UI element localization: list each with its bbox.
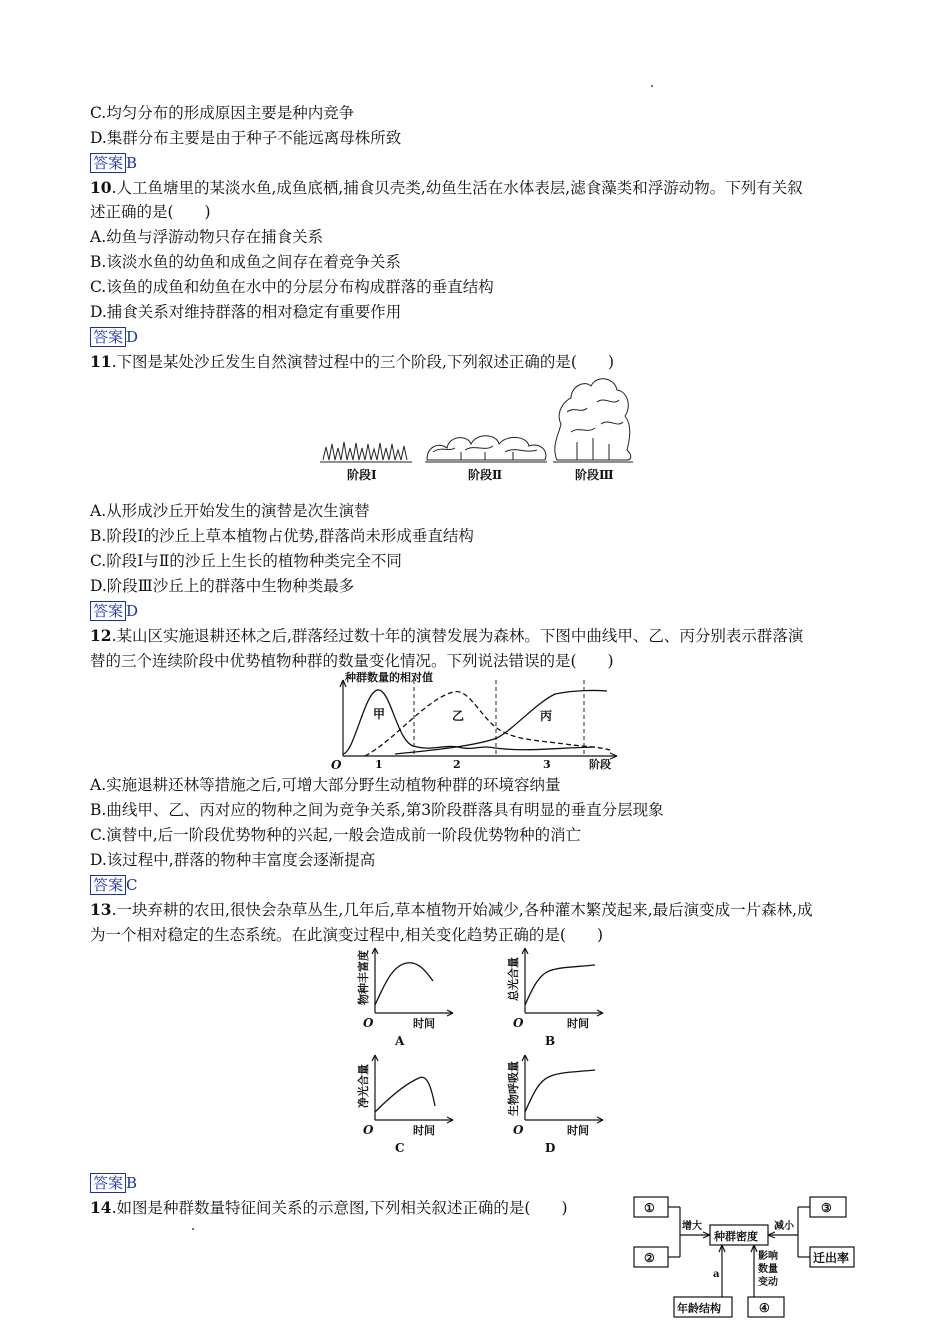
- q10-stem-text: .人工鱼塘里的某淡水鱼,成鱼底栖,捕食贝壳类,幼鱼生活在水体表层,滤食藻类和浮游动物。下列有关叙: [111, 179, 803, 197]
- answer-value: B: [126, 1174, 138, 1192]
- emigration-label: 迁出率: [813, 1251, 850, 1265]
- increase-label: 增大: [682, 1221, 702, 1232]
- graph-a: [355, 943, 460, 1048]
- q11-option-b: B.阶段Ⅰ的沙丘上草本植物占优势,群落尚未形成垂直结构: [90, 527, 474, 545]
- graph-c-ylabel: 净光合量: [357, 1064, 370, 1108]
- graph-a-ylabel: 物种丰富度: [357, 950, 370, 1005]
- graph-d-xlabel: 时间: [567, 1124, 589, 1137]
- graph-b-curve: [525, 965, 595, 1005]
- graph-b-xlabel: 时间: [567, 1017, 589, 1030]
- q14-stem: [90, 1197, 568, 1219]
- chart-ylabel: 种群数量的相对值: [345, 671, 433, 684]
- graph-b-letter: B: [545, 1034, 556, 1048]
- q13-answer: [90, 1172, 137, 1194]
- q9-option-c: C.均匀分布的形成原因主要是种内竞争: [90, 104, 355, 122]
- chart-xlabel: 阶段: [589, 758, 611, 771]
- graph-d-ylabel: 生物呼吸量: [507, 1061, 520, 1116]
- graph-c: [355, 1050, 460, 1155]
- q12-option-a: A.实施退耕还林等措施之后,可增大部分野生动植物种群的环境容纳量: [90, 776, 561, 794]
- answer-value: D: [126, 602, 139, 620]
- q10-option-d: D.捕食关系对维持群落的相对稳定有重要作用: [90, 303, 402, 321]
- q10-stem: [90, 177, 803, 199]
- q12-stem: [90, 625, 803, 647]
- question-number: 13: [90, 900, 112, 919]
- q12-stem-cont: 替的三个连续阶段中优势植物种群的数量变化情况。下列说法错误的是( ): [90, 652, 614, 670]
- q9-option-d: D.集群分布主要是由于种子不能远离母株所致: [90, 129, 402, 147]
- graph-a-letter: A: [395, 1034, 405, 1048]
- scan-speck: [651, 85, 653, 87]
- graph-d-curve: [525, 1070, 595, 1112]
- series-jia-label: 甲: [373, 707, 386, 721]
- dune-succession-figure: [315, 372, 645, 487]
- graph-d-origin: O: [513, 1123, 524, 1137]
- q11-option-c: C.阶段Ⅰ与Ⅱ的沙丘上生长的植物种类完全不同: [90, 552, 402, 570]
- stage-2-shrub-illustration: [425, 436, 547, 462]
- answer-tag: 答案: [90, 327, 126, 347]
- q13-stem: [90, 899, 813, 921]
- graph-d-letter: D: [545, 1141, 556, 1155]
- answer-tag: 答案: [90, 601, 126, 621]
- graph-a-origin: O: [363, 1016, 374, 1030]
- question-number: 10: [90, 178, 112, 197]
- series-bing-curve: [395, 690, 607, 754]
- q10-option-c: C.该鱼的成鱼和幼鱼在水中的分层分布构成群落的垂直结构: [90, 278, 494, 296]
- graph-b: [505, 943, 610, 1048]
- stage-3-label: 阶段Ⅲ: [575, 468, 614, 482]
- graph-a-xlabel: 时间: [413, 1017, 435, 1030]
- arrow-a-label: a: [713, 1269, 720, 1280]
- answer-value: B: [126, 154, 138, 172]
- answer-tag: 答案: [90, 153, 126, 173]
- series-yi-label: 乙: [452, 709, 465, 723]
- answer-tag: 答案: [90, 1173, 126, 1193]
- graph-c-xlabel: 时间: [413, 1124, 435, 1137]
- chart-tick-2: 2: [453, 758, 461, 771]
- q13-stem-cont: 为一个相对稳定的生态系统。在此演变过程中,相关变化趋势正确的是( ): [90, 926, 604, 944]
- chart-tick-3: 3: [543, 758, 551, 771]
- influence-label-2: 数量: [758, 1264, 778, 1275]
- answer-value: C: [126, 876, 138, 894]
- q12-stem-text: .某山区实施退耕还林之后,群落经过数十年的演替发展为森林。下图中曲线甲、乙、丙分别表示群落演: [111, 627, 804, 645]
- box-4-label: ④: [759, 1301, 770, 1315]
- stage-3-forest-illustration: [553, 379, 633, 462]
- q10-option-a: A.幼鱼与浮游动物只存在捕食关系: [90, 228, 324, 246]
- chart-tick-1: 1: [375, 758, 383, 771]
- succession-chart: [325, 670, 625, 775]
- graph-c-curve: [375, 1077, 435, 1112]
- q13-stem-text: .一块弃耕的农田,很快会杂草丛生,几年后,草本植物开始减少,各种灌木繁茂起来,最后演变成一片森林,成: [111, 901, 813, 919]
- age-structure-label: 年龄结构: [677, 1302, 721, 1315]
- q14-stem-text: .如图是种群数量特征间关系的示意图,下列相关叙述正确的是( ): [111, 1199, 568, 1217]
- graph-c-letter: C: [395, 1141, 405, 1155]
- population-density-label: 种群密度: [714, 1230, 758, 1243]
- stage-1-grass-illustration: [320, 442, 412, 462]
- question-number: 12: [90, 626, 112, 645]
- series-yi-curve: [365, 692, 610, 756]
- box-3-label: ③: [821, 1201, 832, 1215]
- box-1-label: ①: [644, 1201, 655, 1215]
- box-2-label: ②: [644, 1251, 655, 1265]
- q9-answer: [90, 152, 137, 174]
- graph-b-origin: O: [513, 1016, 524, 1030]
- influence-label-1: 影响: [758, 1251, 778, 1262]
- q12-option-d: D.该过程中,群落的物种丰富度会逐渐提高: [90, 851, 376, 869]
- decrease-label: 减小: [774, 1221, 794, 1232]
- q11-answer: [90, 600, 138, 622]
- q12-option-b: B.曲线甲、乙、丙对应的物种之间为竞争关系,第3阶段群落具有明显的垂直分层现象: [90, 801, 664, 819]
- q10-stem-cont: 述正确的是( ): [90, 203, 211, 221]
- q11-stem: [90, 351, 614, 373]
- q11-option-d: D.阶段Ⅲ沙丘上的群落中生物种类最多: [90, 577, 355, 595]
- graph-d: [505, 1050, 610, 1155]
- answer-value: D: [126, 328, 139, 346]
- question-number: 11: [90, 352, 112, 371]
- q12-option-c: C.演替中,后一阶段优势物种的兴起,一般会造成前一阶段优势物种的消亡: [90, 826, 582, 844]
- q11-option-a: A.从形成沙丘开始发生的演替是次生演替: [90, 502, 370, 520]
- q12-answer: [90, 874, 138, 896]
- chart-origin: O: [331, 758, 342, 772]
- stage-1-label: 阶段Ⅰ: [347, 468, 377, 482]
- q10-answer: [90, 326, 138, 348]
- answer-tag: 答案: [90, 875, 126, 895]
- series-bing-label: 丙: [540, 709, 553, 723]
- q11-stem-text: .下图是某处沙丘发生自然演替过程中的三个阶段,下列叙述正确的是( ): [111, 353, 615, 371]
- q10-option-b: B.该淡水鱼的幼鱼和成鱼之间存在着竞争关系: [90, 253, 401, 271]
- scan-speck: [192, 1228, 194, 1230]
- graph-c-origin: O: [363, 1123, 374, 1137]
- graph-a-curve: [375, 963, 433, 1005]
- stage-2-label: 阶段Ⅱ: [468, 468, 503, 482]
- population-feature-diagram: [630, 1193, 860, 1325]
- question-number: 14: [90, 1198, 112, 1217]
- influence-label-3: 变动: [758, 1277, 778, 1288]
- graph-b-ylabel: 总光合量: [507, 957, 520, 1001]
